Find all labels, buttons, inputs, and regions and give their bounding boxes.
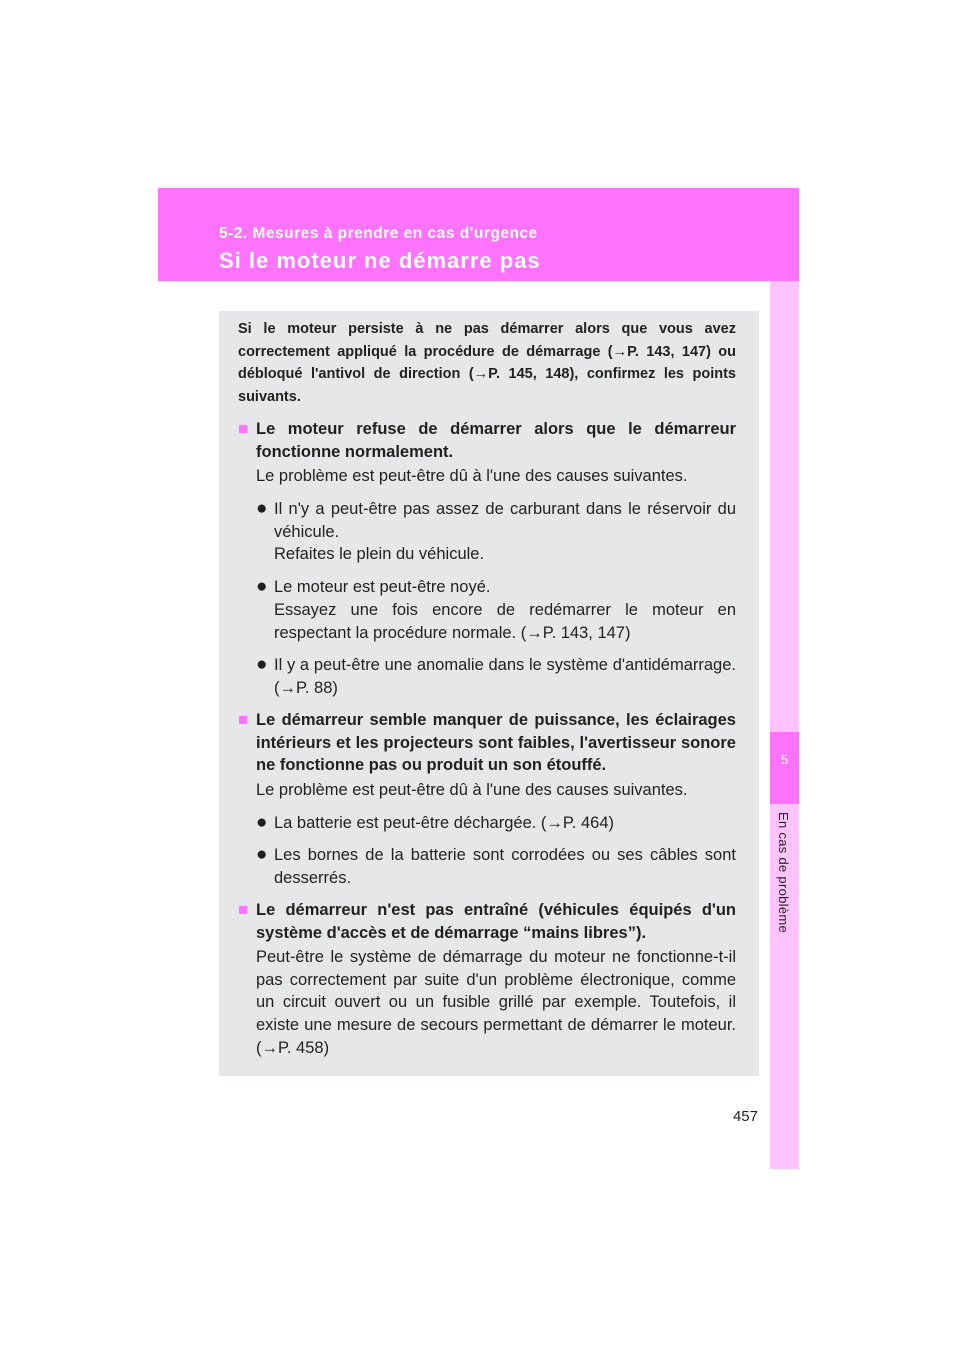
bullet-icon: ● [256,812,268,833]
side-tab [770,281,799,1169]
intro-paragraph: Si le moteur persiste à ne pas démarrer alors que vous avez correctement appliqué la procédure de démarrage (→P. 143, 147) ou débloqué l'antivol de direction (→P. 145, 148), confirmez les points suivants. [238,321,736,406]
section-heading: Le démarreur semble manquer de puissance, les éclairages intérieurs et les projecteurs sont faibles, l'avertisseur sonore ne fonctionne pas ou produit un son étouffé. [256,711,736,775]
page-title: Si le moteur ne démarre pas [219,248,541,273]
square-bullet-icon: ■ [238,419,249,438]
list-item: Il n'y a peut-être pas assez de carburant dans le réservoir du véhicule. [274,500,736,541]
list-item-detail: Essayez une fois encore de redémarrer le moteur en respectant la procédure normale. (→P. 143, 147) [274,601,736,642]
page-number: 457 [732,1108,758,1125]
list-item: La batterie est peut-être déchargée. (→P. 464) [274,814,614,832]
list-item-detail: Refaites le plein du véhicule. [274,545,485,563]
chapter-label: En cas de problème [776,812,791,934]
list-item: Il y a peut-être une anomalie dans le système d'antidémarrage. (→P. 88) [274,656,736,697]
bullet-icon: ● [256,498,268,519]
bullet-icon: ● [256,844,268,865]
square-bullet-icon: ■ [238,900,249,919]
section-heading: Le moteur refuse de démarrer alors que le démarreur fonctionne normalement. [256,420,736,461]
section-label: 5-2. Mesures à prendre en cas d'urgence [219,225,538,242]
list-item: Les bornes de la batterie sont corrodées ou ses câbles sont desserrés. [274,846,736,887]
section-lead: Le problème est peut-être dû à l'une des causes suivantes. [256,467,688,485]
section-lead: Le problème est peut-être dû à l'une des causes suivantes. [256,781,688,799]
section-lead: Peut-être le système de démarrage du moteur ne fonctionne-t-il pas correctement par suite d'un problème électronique, comme un circuit ouvert ou un fusible grillé par exemple. Toutefois, il existe une mesure de secours permettant de démarrer le moteur. (→P. 458) [256,948,736,1057]
chapter-number: 5 [780,752,789,767]
section-header [158,188,799,281]
section-heading: Le démarreur n'est pas entraîné (véhicules équipés d'un système d'accès et de démarrage “mains libres”). [256,901,736,942]
side-tab-active-chapter [770,732,799,804]
square-bullet-icon: ■ [238,710,249,729]
bullet-icon: ● [256,576,268,597]
list-item: Le moteur est peut-être noyé. [274,578,491,596]
bullet-icon: ● [256,654,268,675]
